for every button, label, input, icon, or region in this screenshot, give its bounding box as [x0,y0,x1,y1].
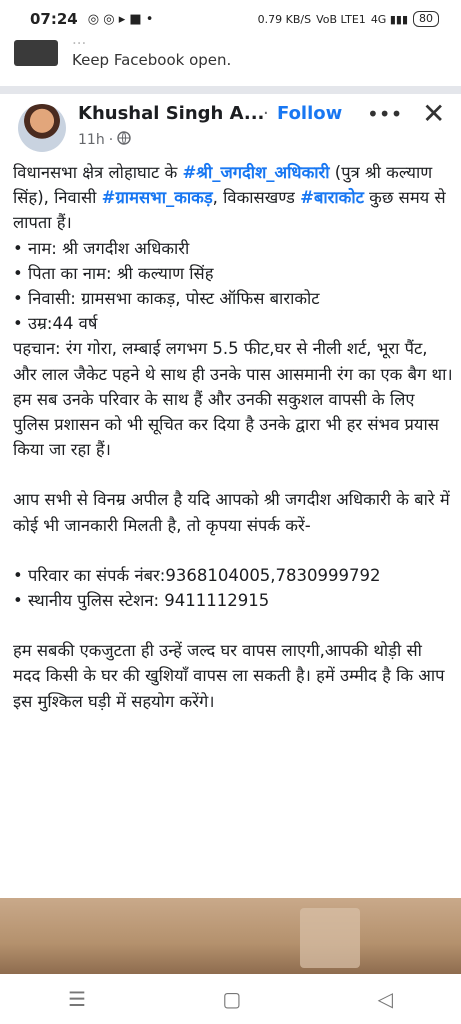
contact-family: • परिवार का संपर्क नंबर:9368104005,7830999792 [13,565,381,585]
battery-icon: 80 [413,11,439,27]
post-photo[interactable] [0,898,461,974]
close-icon[interactable]: ✕ [422,97,446,130]
hashtag-name[interactable]: #श्री_जगदीश_अधिकारी [182,163,330,182]
notification-icons: ◎ ◎ ▸ ■ • [87,11,154,27]
status-time: 07:24 [30,10,78,28]
globe-icon [117,131,131,149]
recents-icon[interactable]: ☰ [68,987,87,1011]
intro-text-4: कुछ समय से लापता हैं। [13,188,446,233]
author-name[interactable]: Khushal Singh A... [78,103,265,124]
home-icon[interactable]: ▢ [222,987,242,1011]
avatar[interactable] [18,104,66,152]
bullet-age: • उम्र:44 वर्ष [13,314,98,334]
more-options-icon[interactable]: ••• [367,102,403,126]
feed-divider [0,86,461,94]
banner-partial-text: ... [72,30,87,48]
intro-text-2: (पुत्र श्री कल्याण सिंह), निवासी [13,163,433,208]
post-header [0,94,461,154]
post-meta [78,131,131,149]
contact-police: • स्थानीय पुलिस स्टेशन: 9411112915 [13,591,270,611]
closing-paragraph: हम सबकी एकजुटता ही उन्हें जल्द घर वापस लाएगी,आपकी थोड़ी सी मदद किसी के घर की खुशियाँ वापस ला सकती है। हमें उम्मीद है कि आप इस मुश्किल घड़ी में सहयोग करेंगे। [13,641,445,711]
keep-open-banner[interactable] [0,30,461,86]
bullet-residence: • निवासी: ग्रामसभा काकड़, पोस्ट ऑफिस बाराकोट [13,289,320,309]
intro-text: विधानसभा क्षेत्र लोहाघाट के [13,163,183,182]
identification-paragraph: पहचान: रंग गोरा, लम्बाई लगभग 5.5 फीट,घर से नीली शर्ट, भूरा पैंट, और लाल जैकेट पहने थे साथ ही उनके पास आसमानी रंग का एक बैग था। [13,339,453,384]
bullet-name: • नाम: श्री जगदीश अधिकारी [13,238,190,258]
meta-dot: · [108,132,114,148]
signal-icon: 4G ▮▮▮ [370,12,408,26]
appeal-paragraph: आप सभी से विनम्र अपील है यदि आपको श्री जगदीश अधिकारी के बारे में कोई भी जानकारी मिलती है, तो कृपया संपर्क करें- [13,490,450,535]
hashtag-village[interactable]: #ग्रामसभा_काकड़ [101,188,213,208]
status-bar [0,0,461,38]
volte-icon: VoB LTE1 [316,12,366,26]
status-right [258,11,439,27]
post-time[interactable]: 11h [78,132,105,148]
system-nav-bar [0,974,461,1024]
intro-paragraph [13,160,453,236]
photo-detail [300,908,360,968]
network-speed: 0.79 KB/S [257,12,312,26]
banner-thumbnail [14,40,58,66]
back-icon[interactable]: ◁ [377,987,393,1011]
intro-text-3: , विकासखण्ड [212,188,301,208]
family-paragraph: हम सब उनके परिवार के साथ हैं और उनकी सकुशल वापसी के लिए पुलिस प्रशासन को भी सूचित कर दिया है उनके द्वारा भी हर संभव प्रयास किया जा रहा हैं। [13,389,439,460]
post-body [13,160,453,714]
follow-button[interactable]: Follow [277,103,343,124]
banner-text: Keep Facebook open. [72,51,232,69]
bullet-father: • पिता का नाम: श्री कल्याण सिंह [13,263,214,283]
hashtag-block[interactable]: #बाराकोट [300,188,364,208]
separator-dot: · [263,103,269,124]
